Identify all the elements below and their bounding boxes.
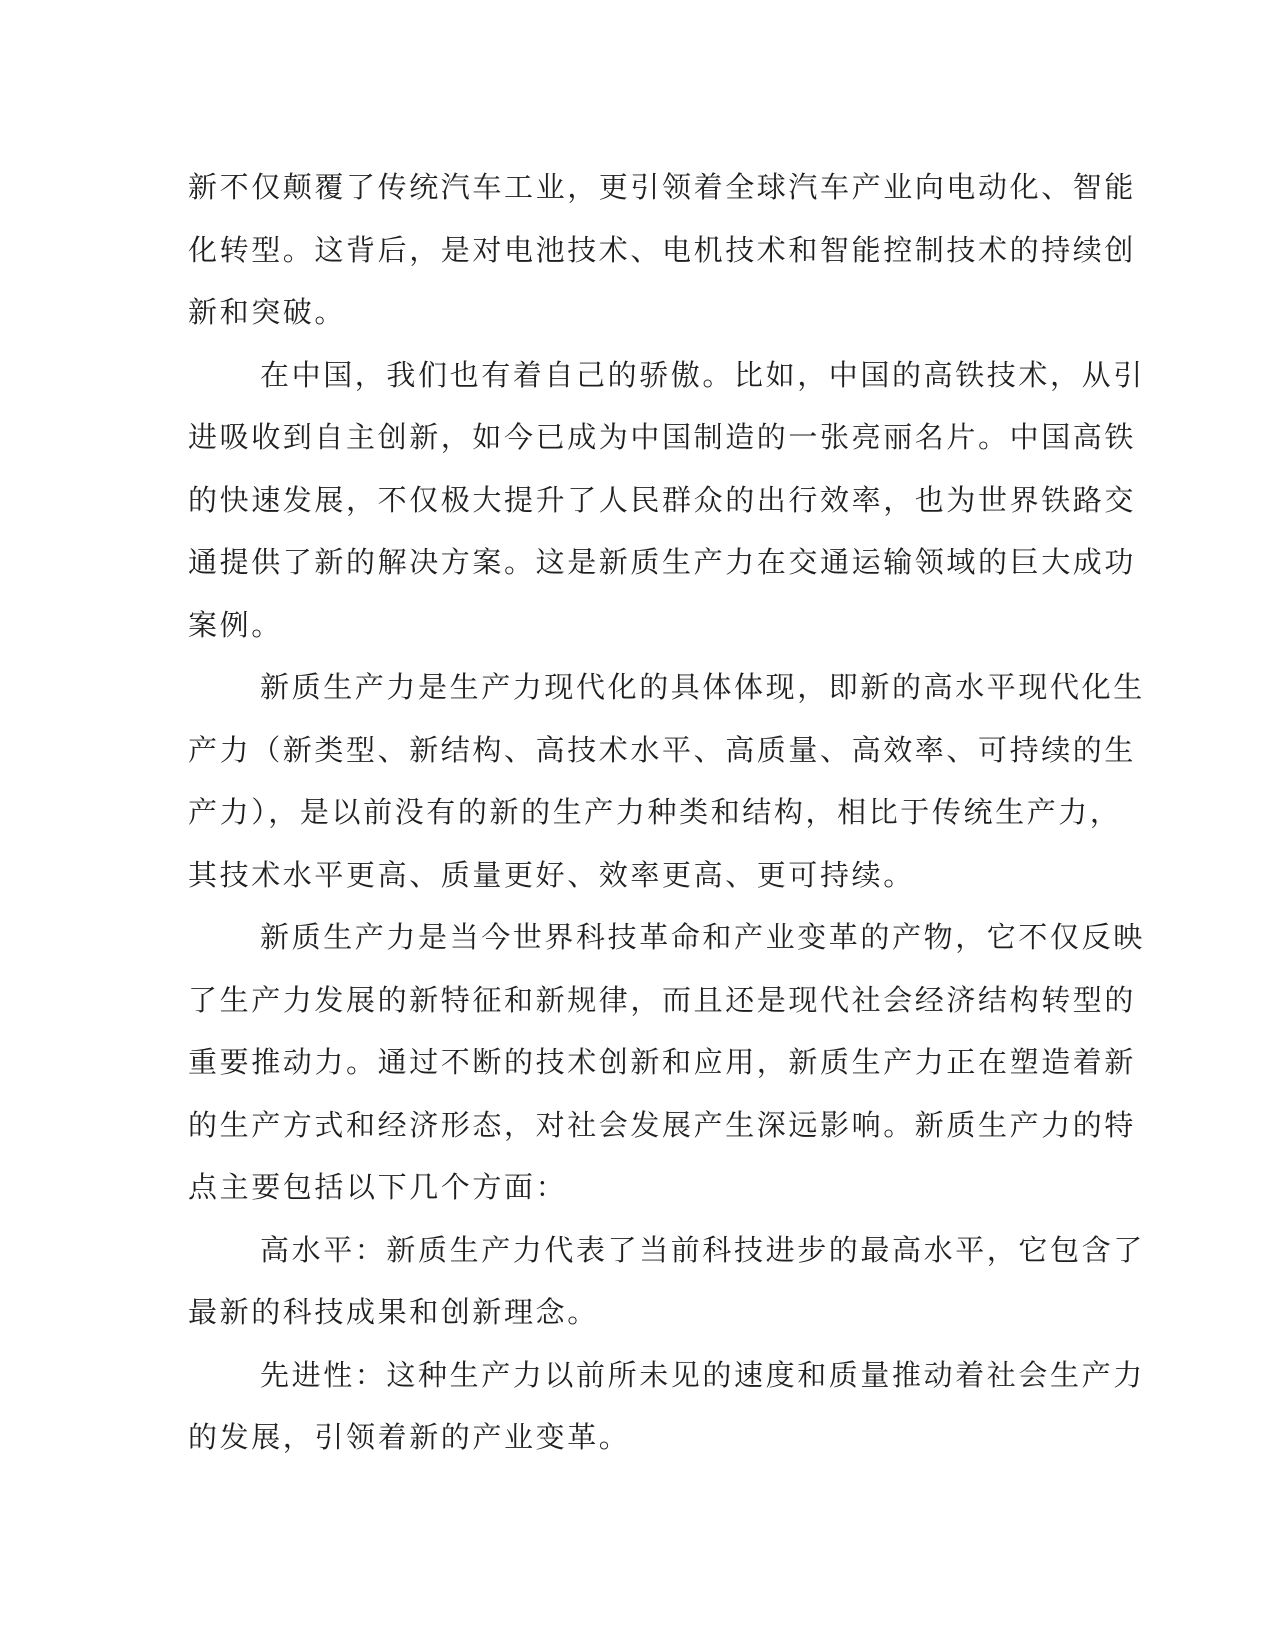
- paragraph-line: 在中国，我们也有着自己的骄傲。比如，中国的高铁技术，从引: [260, 357, 1145, 392]
- paragraph-2: [188, 344, 1145, 657]
- paragraph-line: 化转型。这背后，是对电池技术、电机技术和智能控制技术的持续创: [188, 232, 1137, 267]
- paragraph-line: 其技术水平更高、质量更好、效率更高、更可持续。: [188, 857, 915, 892]
- paragraph-1: [188, 156, 1137, 344]
- paragraph-line: 的发展，引领着新的产业变革。: [188, 1420, 631, 1454]
- paragraph-6: [188, 1344, 1145, 1469]
- paragraph-line: 最新的科技成果和创新理念。: [188, 1295, 599, 1329]
- paragraph-line: 新质生产力是当今世界科技革命和产业变革的产物，它不仅反映: [260, 920, 1145, 954]
- paragraph-line: 新质生产力是生产力现代化的具体体现，即新的高水平现代化生: [260, 670, 1145, 704]
- paragraph-line: 产力（新类型、新结构、高技术水平、高质量、高效率、可持续的生: [188, 732, 1137, 767]
- paragraph-line: 的生产方式和经济形态，对社会发展产生深远影响。新质生产力的特: [188, 1107, 1137, 1142]
- paragraph-line: 点主要包括以下几个方面：: [188, 1170, 568, 1204]
- paragraph-3: [188, 656, 1145, 906]
- paragraph-line: 先进性：这种生产力以前所未见的速度和质量推动着社会生产力: [260, 1357, 1145, 1392]
- paragraph-4: [188, 906, 1145, 1219]
- paragraph-line: 进吸收到自主创新，如今已成为中国制造的一张亮丽名片。中国高铁: [188, 420, 1137, 454]
- paragraph-line: 新和突破。: [188, 295, 347, 329]
- paragraph-line: 高水平：新质生产力代表了当前科技进步的最高水平，它包含了: [260, 1232, 1145, 1267]
- paragraph-line: 通提供了新的解决方案。这是新质生产力在交通运输领域的巨大成功: [188, 545, 1137, 579]
- paragraph-line: 了生产力发展的新特征和新规律，而且还是现代社会经济结构转型的: [188, 982, 1137, 1017]
- paragraph-line: 新不仅颠覆了传统汽车工业，更引领着全球汽车产业向电动化、智能: [188, 170, 1137, 204]
- paragraph-5: [188, 1219, 1145, 1344]
- paragraph-line: 的快速发展，不仅极大提升了人民群众的出行效率，也为世界铁路交: [188, 482, 1137, 517]
- document-body: [188, 156, 1145, 1469]
- paragraph-line: 案例。: [188, 607, 283, 642]
- paragraph-line: 产力），是以前没有的新的生产力种类和结构，相比于传统生产力，: [188, 795, 1122, 829]
- paragraph-line: 重要推动力。通过不断的技术创新和应用，新质生产力正在塑造着新: [188, 1045, 1137, 1079]
